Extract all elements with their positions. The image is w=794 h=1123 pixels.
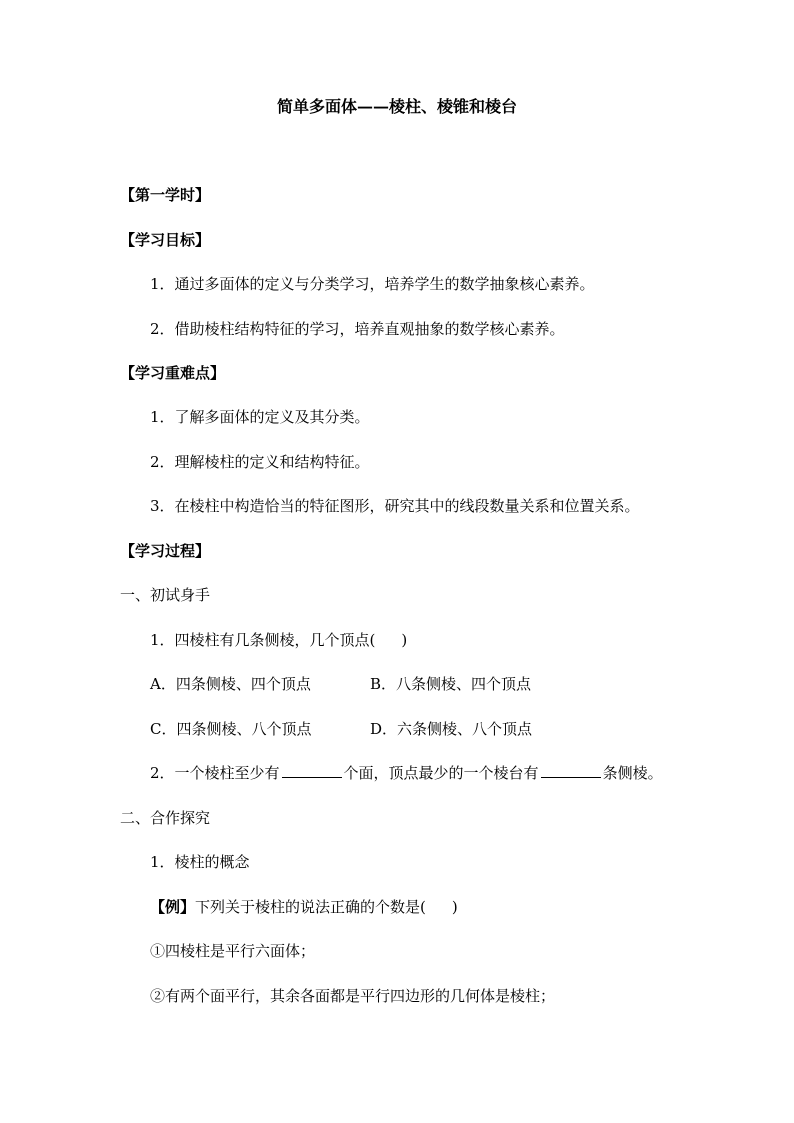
example-stem: 下列关于棱柱的说法正确的个数是( (195, 898, 426, 916)
example-statement: ②有两个面平行，其余各面都是平行四边形的几何体是棱柱； (150, 987, 556, 1005)
option-b: B．八条侧棱、四个顶点 (370, 675, 532, 693)
objectives-heading: 【学习目标】 (120, 231, 211, 249)
section2-heading: 二、合作探究 (120, 809, 211, 827)
question-1-paren-close: ) (401, 631, 408, 649)
question-2-part1: 2．一个棱柱至少有 (150, 764, 280, 782)
section2-subheading: 1．棱柱的概念 (150, 853, 250, 871)
key-points-heading: 【学习重难点】 (120, 364, 226, 382)
key-point-item: 3．在棱柱中构造恰当的特征图形，研究其中的线段数量关系和位置关系。 (150, 497, 640, 515)
question-1-stem: 1．四棱柱有几条侧棱，几个顶点( (150, 631, 376, 649)
fill-blank (541, 763, 601, 778)
fill-blank (282, 763, 342, 778)
question-2-part2: 个面，顶点最少的一个棱台有 (343, 764, 539, 782)
question-2-part3: 条侧棱。 (602, 764, 663, 782)
option-d: D．六条侧棱、八个顶点 (370, 720, 533, 738)
objective-item: 1．通过多面体的定义与分类学习，培养学生的数学抽象核心素养。 (150, 275, 595, 293)
section1-heading: 一、初试身手 (120, 586, 211, 604)
example-label: 【例】 (150, 898, 196, 916)
example-statement: ①四棱柱是平行六面体； (150, 942, 316, 960)
key-point-item: 1．了解多面体的定义及其分类。 (150, 408, 370, 426)
period-heading: 【第一学时】 (120, 186, 211, 204)
document-title: 简单多面体——棱柱、棱锥和棱台 (276, 97, 517, 116)
question-2 (150, 763, 663, 783)
example-paren-close: ) (451, 898, 458, 916)
option-c: C．四条侧棱、八个顶点 (150, 720, 312, 738)
process-heading: 【学习过程】 (120, 542, 211, 560)
question-1 (150, 630, 407, 650)
key-point-item: 2．理解棱柱的定义和结构特征。 (150, 453, 370, 471)
option-a: A．四条侧棱、四个顶点 (150, 675, 311, 693)
example (150, 897, 458, 917)
objective-item: 2．借助棱柱结构特征的学习，培养直观抽象的数学核心素养。 (150, 320, 565, 338)
